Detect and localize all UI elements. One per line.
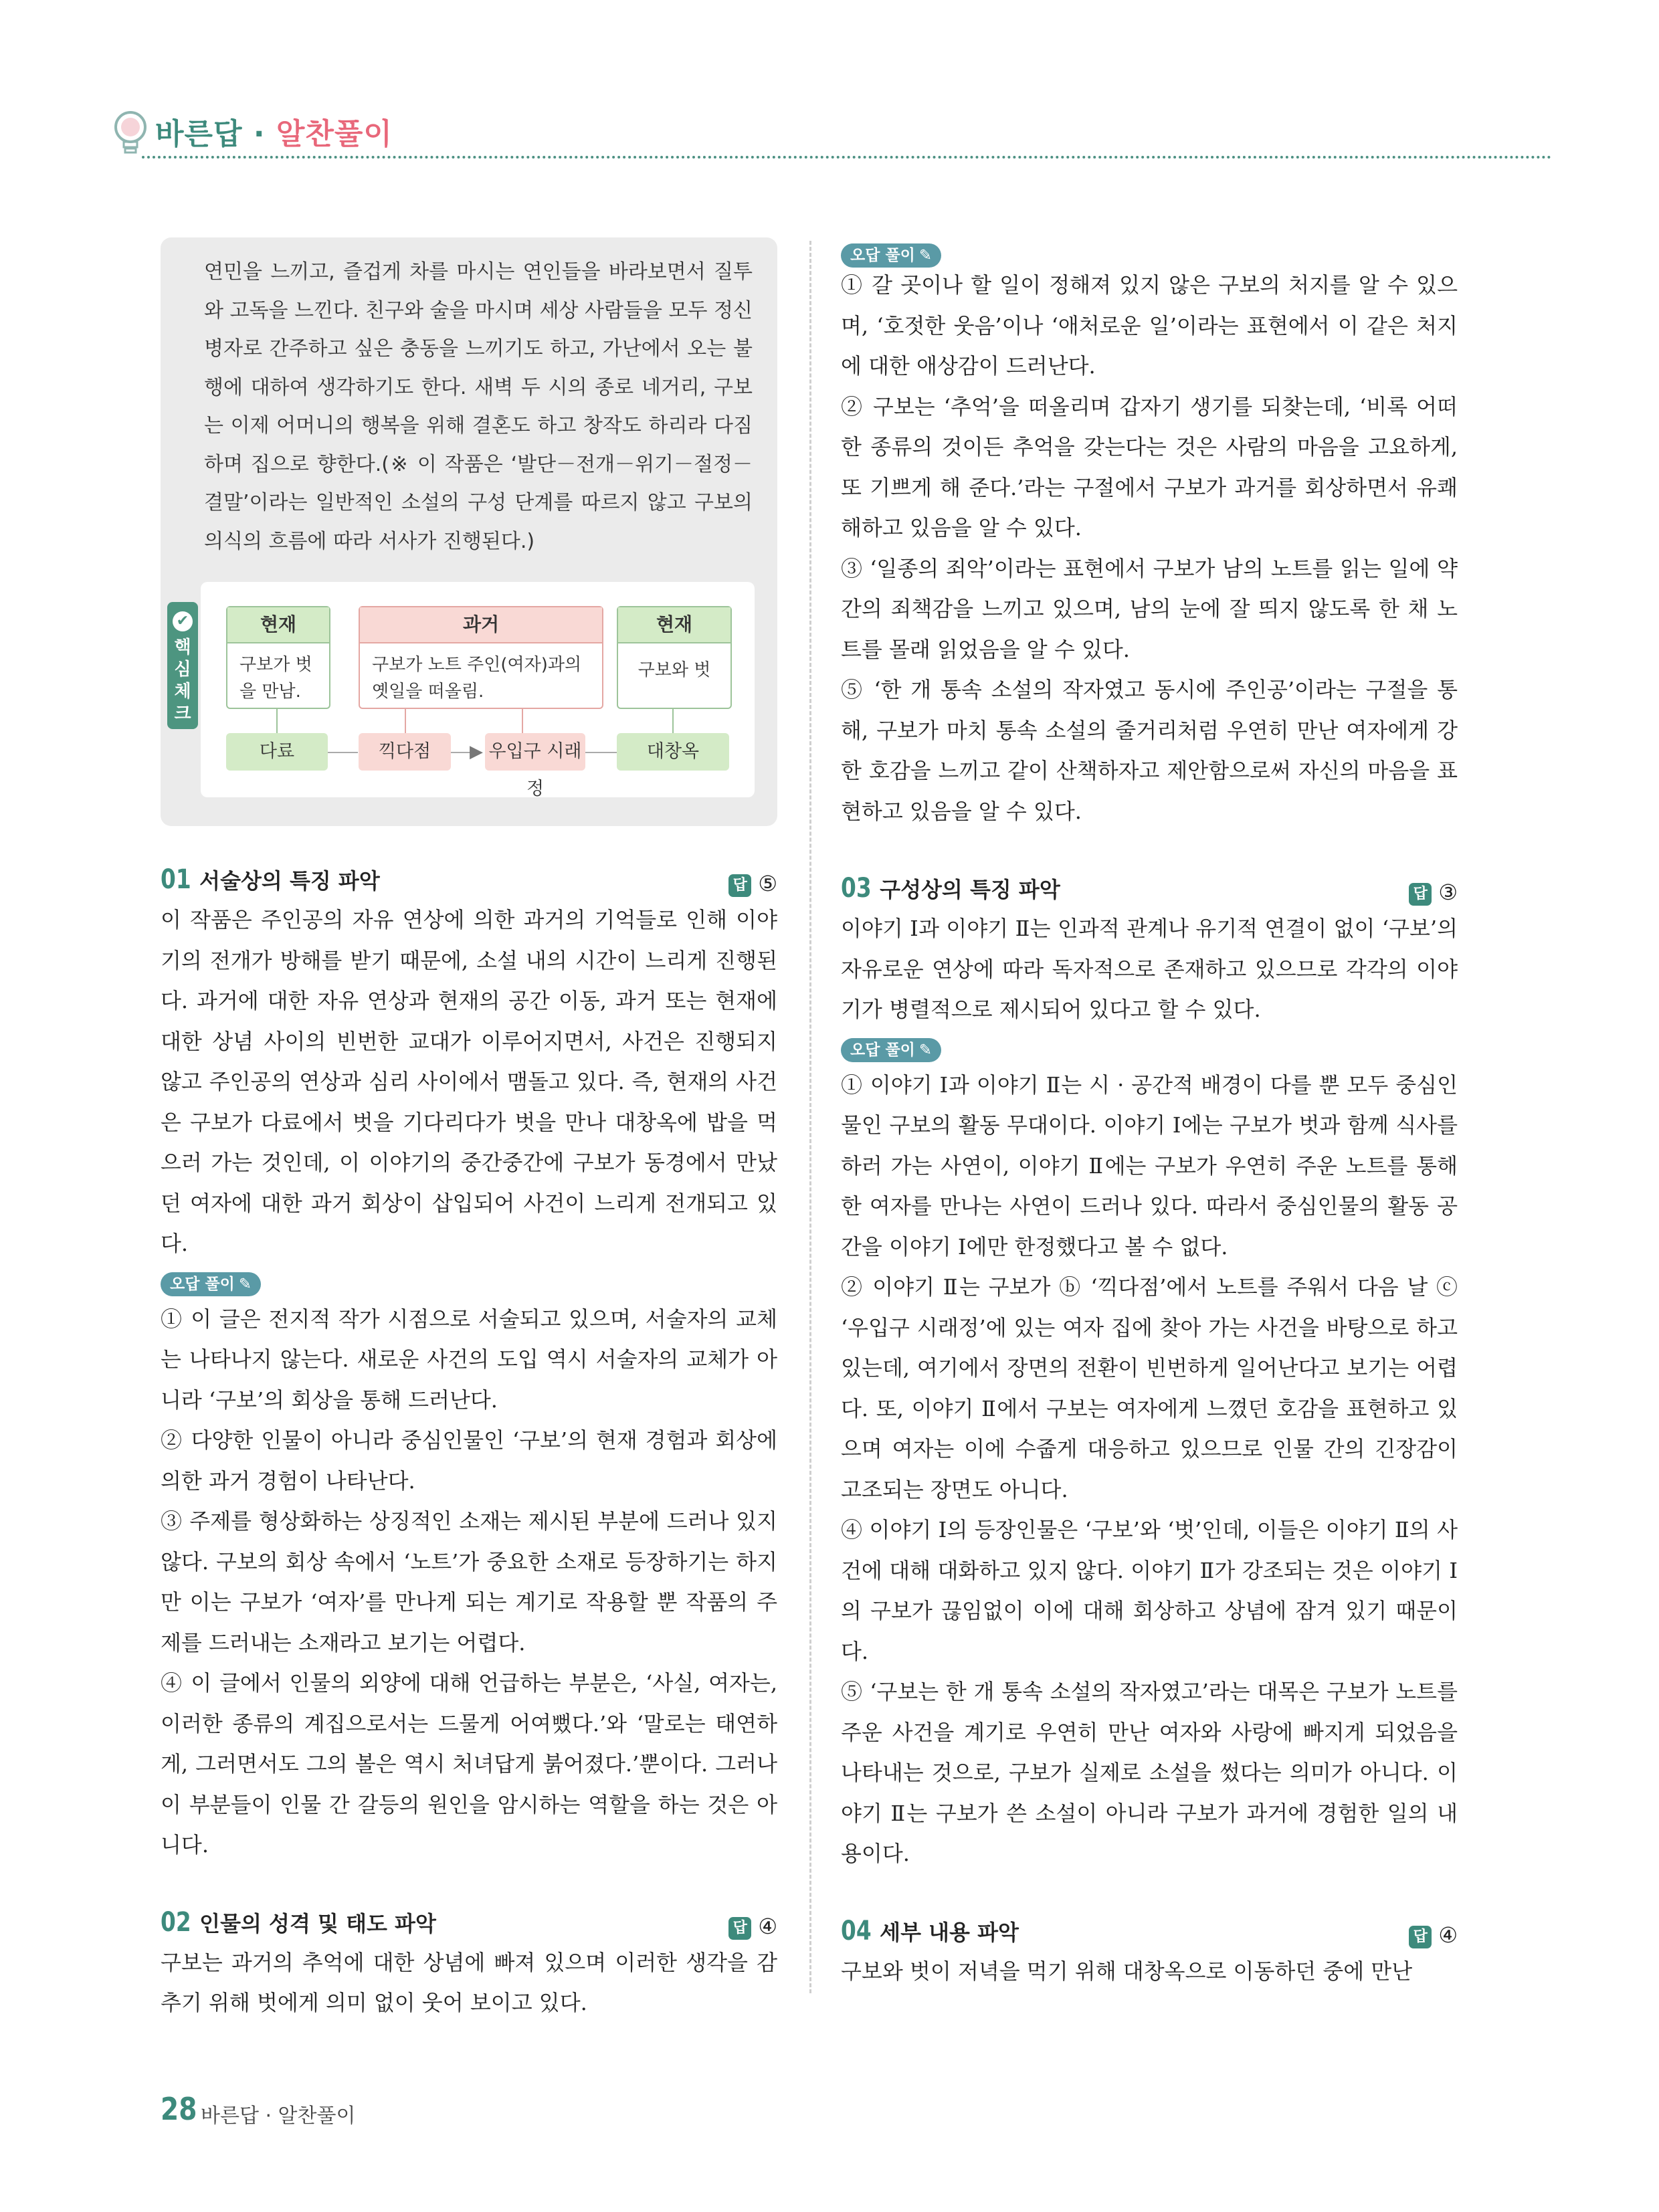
option-item: ② 다양한 인물이 아니라 중심인물인 ‘구보’의 현재 경험과 회상에 의한 과거 경험이 나타난다.	[161, 1427, 777, 1494]
check-icon: ✔	[173, 611, 193, 631]
section-title: 인물의 성격 및 태도 파악	[199, 1910, 436, 1936]
place-link	[584, 752, 617, 753]
connector	[522, 708, 523, 733]
header-title-part2: 알찬풀이	[276, 117, 393, 151]
section-title: 세부 내용 파악	[880, 1919, 1019, 1945]
answer-value: ④	[1438, 1922, 1458, 1948]
timeline-box-head: 현재	[618, 607, 730, 643]
wrong-answer-badge	[841, 243, 941, 268]
explanation-body: 이 작품은 주인공의 자유 연상에 의한 과거의 기억들로 인해 이야기의 전개가 방해를 받기 때문에, 소설 내의 시간이 느리게 진행된다. 과거에 대한 자유 연상과 현재의 공간 이동, 과거 또는 현재에 대한 상념 사이의 빈번한 교대가 이루어지면서, 사건은 진행되지 않고 주인공의 연상과 심리 사이에서 맴돌고 있다. 즉, 현재의 사건은 구보가 다료에서 벗을 기다리다가 벗을 만나 대창옥에 밥을 먹으러 가는 것인데, 이 이야기의 중간중간에 구보가 동경에서 만났던 여자에 대한 과거 회상이 삽입되어 사건이 느리게 전개되고 있다.	[161, 907, 777, 1256]
option-item: ④ 이야기 Ⅰ의 등장인물은 ‘구보’와 ‘벗’인데, 이들은 이야기 Ⅱ의 사건에 대해 대화하고 있지 않다. 이야기 Ⅱ가 강조되는 것은 이야기 Ⅰ의 구보가 끊임없이 이에 대해 회상하고 상념에 잠겨 있기 때문이다.	[841, 1517, 1458, 1664]
wrong-answer-label: 오답 풀이	[170, 1275, 235, 1293]
section-number: 03	[841, 873, 872, 904]
column-divider	[809, 241, 811, 1993]
timeline-box-past	[359, 606, 603, 709]
place-link	[328, 752, 358, 753]
header-title-part1: 바른답	[155, 117, 243, 151]
timeline-box-head: 현재	[227, 607, 329, 643]
section-number: 02	[161, 1906, 191, 1938]
connector	[276, 708, 278, 733]
answer-badge	[1409, 872, 1458, 913]
wrong-answer-label: 오답 풀이	[850, 247, 915, 264]
answer-label: 답	[1409, 1926, 1432, 1948]
arrow-right-icon: ▶	[470, 742, 483, 762]
left-column	[161, 860, 777, 2023]
answer-value: ④	[758, 1913, 777, 1939]
option-item: ② 이야기 Ⅱ는 구보가 ⓑ ‘끽다점’에서 노트를 주워서 다음 날 ⓒ ‘우입구 시래정’에 있는 여자 집에 찾아 가는 사건을 바탕으로 하고 있는데, 여기에서 장면의 전환이 빈번하게 일어난다고 보기는 어렵다. 또, 이야기 Ⅱ에서 구보는 여자에게 느꼈던 호감을 표현하고 있으며 여자는 이에 수줍게 대응하고 있으므로 인물 간의 긴장감이 고조되는 장면도 아니다.	[841, 1274, 1458, 1502]
core-check-label: 핵심체크	[174, 637, 191, 724]
pencil-icon: ✎	[918, 247, 933, 264]
connector	[405, 708, 406, 733]
timeline-box-body: 구보와 벗	[638, 660, 711, 680]
timeline-box-body: 구보가 노트 주인(여자)과의 옛일을 떠올림.	[372, 655, 582, 702]
explanation-body: 구보는 과거의 추억에 대한 상념에 빠져 있으며 이러한 생각을 감추기 위해 벗에게 의미 없이 웃어 보이고 있다.	[161, 1949, 777, 2015]
section-title: 구성상의 특징 파악	[880, 877, 1060, 902]
option-item: ③ 주제를 형상화하는 상징적인 소재는 제시된 부분에 드러나 있지 않다. 구보의 회상 속에서 ‘노트’가 중요한 소재로 등장하기는 하지만 이는 구보가 ‘여자’를 만나게 되는 계기로 작용할 뿐 작품의 주제를 드러내는 소재라고 보기는 어렵다.	[161, 1508, 777, 1655]
option-item: ② 구보는 ‘추억’을 떠올리며 갑자기 생기를 되찾는데, ‘비록 어떠한 종류의 것이든 추억을 갖는다는 것은 사람의 마음을 고요하게, 또 기쁘게 해 준다.’라는 구절에서 구보가 과거를 회상하면서 유쾌해하고 있음을 알 수 있다.	[841, 393, 1458, 540]
header-title-dot: ·	[242, 117, 276, 151]
summary-text: 연민을 느끼고, 즐겁게 차를 마시는 연인들을 바라보면서 질투와 고독을 느낀다. 친구와 술을 마시며 세상 사람들을 모두 정신병자로 간주하고 싶은 충동을 느끼기도 하고, 가난에서 오는 불행에 대하여 생각하기도 한다. 새벽 두 시의 종로 네거리, 구보는 이제 어머니의 행복을 위해 결혼도 하고 창작도 하리라 다짐하며 집으로 향한다.(※ 이 작품은 ‘발단－전개－위기－절정－결말’이라는 일반적인 소설의 구성 단계를 따르지 않고 구보의 의식의 흐름에 따라 서사가 진행된다.)	[204, 260, 753, 553]
wrong-answer-badge	[841, 1038, 941, 1062]
option-item: ③ ‘일종의 죄악’이라는 표현에서 구보가 남의 노트를 읽는 일에 약간의 죄책감을 느끼고 있으며, 남의 눈에 잘 띄지 않도록 한 채 노트를 몰래 읽었음을 알 수 있다.	[841, 555, 1458, 662]
wrong-answer-label: 오답 풀이	[850, 1041, 915, 1059]
section-heading-01	[161, 860, 777, 900]
answer-value: ⑤	[758, 871, 777, 896]
footer-label: 바른답 · 알찬풀이	[201, 2104, 356, 2128]
section-title: 서술상의 특징 파악	[199, 868, 380, 894]
page-number: 28	[161, 2091, 197, 2127]
timeline-box-head: 과거	[360, 607, 602, 643]
answer-value: ③	[1438, 880, 1458, 905]
option-item: ① 이야기 Ⅰ과 이야기 Ⅱ는 시 · 공간적 배경이 다를 뿐 모두 중심인물인 구보의 활동 무대이다. 이야기 Ⅰ에는 구보가 벗과 함께 식사를 하러 가는 사연이, 이야기 Ⅱ에는 구보가 우연히 주운 노트를 통해 한 여자를 만나는 사연이 드러나 있다. 따라서 중심인물의 활동 공간을 이야기 Ⅰ에만 한정했다고 볼 수 없다.	[841, 1072, 1458, 1260]
connector	[672, 708, 674, 733]
section-number: 01	[161, 864, 191, 895]
timeline-box-present-2	[617, 606, 732, 709]
option-item: ① 갈 곳이나 할 일이 정해져 있지 않은 구보의 처지를 알 수 있으며, ‘호젓한 웃음’이나 ‘애처로운 일’이라는 표현에서 이 같은 처지에 대한 애상감이 드러난다.	[841, 272, 1458, 379]
section-number: 04	[841, 1915, 872, 1946]
explanation-body: 이야기 Ⅰ과 이야기 Ⅱ는 인과적 관계나 유기적 연결이 없이 ‘구보’의 자유로운 연상에 따라 독자적으로 존재하고 있으므로 각각의 이야기가 병렬적으로 제시되어 있다고 할 수 있다.	[841, 916, 1458, 1022]
timeline-box-present-1	[226, 606, 330, 709]
section-heading-03	[841, 868, 1458, 908]
pencil-icon: ✎	[918, 1041, 933, 1059]
place-daechangok: 대창옥	[617, 733, 729, 771]
answer-badge	[1409, 1915, 1458, 1956]
explanation-body: 구보와 벗이 저녁을 먹기 위해 대창옥으로 이동하던 중에 만난	[841, 1958, 1413, 1984]
answer-label: 답	[728, 1917, 751, 1940]
section-heading-02	[161, 1902, 777, 1942]
lightbulb-icon	[110, 107, 152, 161]
option-item: ④ 이 글에서 인물의 외양에 대해 언급하는 부분은, ‘사실, 여자는, 이러한 종류의 계집으로서는 드물게 어여뻤다.’와 ‘말로는 태연하게, 그러면서도 그의 볼은 역시 처녀답게 붉어졌다.’뿐이다. 그러나 이 부분들이 인물 간 갈등의 원인을 암시하는 역할을 하는 것은 아니다.	[161, 1670, 777, 1857]
place-kkikdajeom: 끽다점	[359, 733, 451, 771]
header-title	[155, 110, 393, 153]
right-column	[841, 247, 1458, 1991]
wrong-answer-badge	[161, 1272, 261, 1296]
answer-label: 답	[728, 874, 751, 897]
pencil-icon: ✎	[238, 1275, 252, 1293]
header-divider	[142, 156, 1552, 159]
section-heading-04	[841, 1911, 1458, 1951]
core-check-panel	[201, 582, 755, 797]
timeline-box-body: 구보가 벗을 만남.	[239, 655, 312, 702]
answer-badge	[728, 864, 777, 904]
core-check-tab	[167, 602, 198, 729]
option-item: ⑤ ‘한 개 통속 소설의 작자였고 동시에 주인공’이라는 구절을 통해, 구보가 마치 통속 소설의 줄거리처럼 우연히 만난 여자에게 강한 호감을 느끼고 같이 산책하자고 제안함으로써 자신의 마음을 표현하고 있음을 알 수 있다.	[841, 677, 1458, 824]
option-item: ⑤ ‘구보는 한 개 통속 소설의 작자였고’라는 대목은 구보가 노트를 주운 사건을 계기로 우연히 만난 여자와 사랑에 빠지게 되었음을 나타내는 것으로, 구보가 실제로 소설을 썼다는 의미가 아니다. 이야기 Ⅱ는 구보가 쓴 소설이 아니라 구보가 과거에 경험한 일의 내용이다.	[841, 1679, 1458, 1866]
answer-label: 답	[1409, 883, 1432, 906]
place-dalyo: 다료	[226, 733, 328, 771]
option-item: ① 이 글은 전지적 작가 시점으로 서술되고 있으며, 서술자의 교체는 나타나지 않는다. 새로운 사건의 도입 역시 서술자의 교체가 아니라 ‘구보’의 회상을 통해 드러난다.	[161, 1306, 777, 1413]
place-uipgu: 우입구 시래정	[485, 733, 585, 771]
answer-badge	[728, 1906, 777, 1947]
